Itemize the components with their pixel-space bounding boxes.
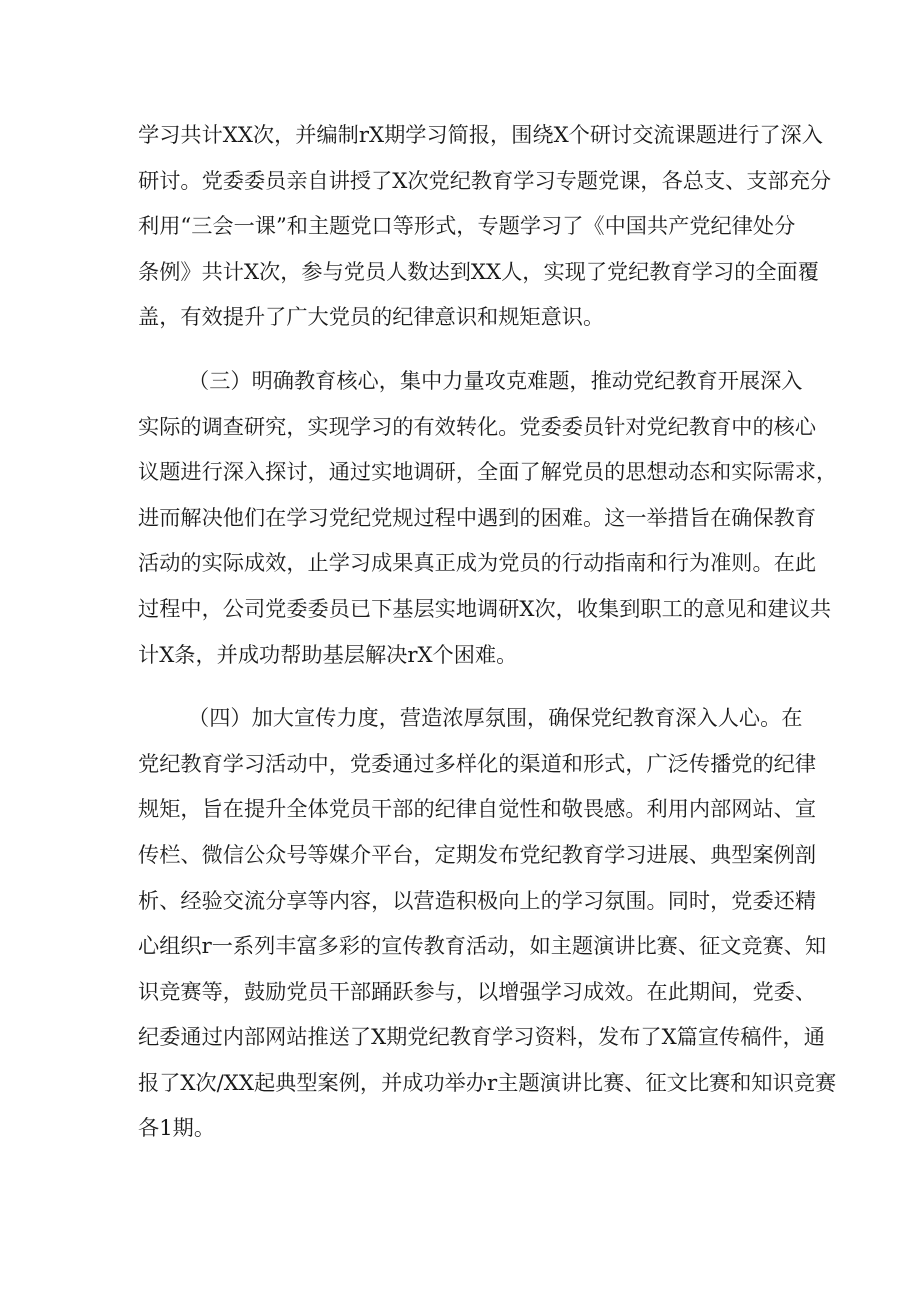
- paragraph-2: [138, 358, 838, 677]
- text-line: 识竞赛等，鼓励党员干部踊跃参与，以增强学习成效。在此期间，党委、: [138, 978, 817, 1004]
- text-line: 计X条，并成功帮助基层解决rX个困难。: [138, 641, 518, 667]
- paragraph-3: [138, 695, 837, 1151]
- text-line: 析、经验交流分享等内容，以营造积极向上的学习氛围。同时，党委还精: [138, 887, 817, 913]
- text-line: 心组织r一系列丰富多彩的宣传教育活动，如主题演讲比赛、征文竞赛、知: [138, 933, 827, 959]
- paragraph-gap: [138, 340, 798, 358]
- text-line: 各1期。: [138, 1115, 216, 1141]
- text-line: 学习共计XX次，并编制rX期学习简报，围绕X个研讨交流课题进行了深入: [138, 122, 823, 147]
- text-line: 活动的实际成效，止学习成果真正成为党员的行动指南和行为准则。在此: [138, 550, 817, 576]
- text-line: （三）明确教育核心，集中力量攻克难题，推动党纪教育开展深入: [188, 367, 803, 393]
- paragraph-1: [138, 112, 832, 340]
- text-line: 研讨。党委委员亲自讲授了X次党纪教育学习专题党课，各总支、支部充分: [138, 167, 832, 193]
- text-line: 传栏、微信公众号等媒介平台，定期发布党纪教育学习进展、典型案例剖: [138, 841, 817, 867]
- paragraph-gap: [138, 677, 798, 695]
- text-line: 纪委通过内部网站推送了X期党纪教育学习资料，发布了X篇宣传稿件，通: [138, 1024, 825, 1050]
- text-line: 进而解决他们在学习党纪党规过程中遇到的困难。这一举措旨在确保教育: [138, 504, 817, 530]
- text-line: 规矩，旨在提升全体党员干部的纪律自觉性和敬畏感。利用内部网站、宣: [138, 796, 817, 822]
- text-line: 盖，有效提升了广大党员的纪律意识和规矩意识。: [138, 304, 605, 330]
- text-line: 条例》共计X次，参与党员人数达到XX人，实现了党纪教育学习的全面覆: [138, 258, 819, 284]
- text-line: 过程中，公司党委委员已下基层实地调研X次，收集到职工的意见和建议共: [138, 595, 832, 621]
- text-line: 报了X次/XX起典型案例，并成功举办r主题演讲比赛、征文比赛和知识竞赛: [138, 1069, 837, 1095]
- text-line: 实际的调查研究，实现学习的有效转化。党委委员针对党纪教育中的核心: [138, 413, 817, 439]
- text-line: 议题进行深入探讨，通过实地调研，全面了解党员的思想动态和实际需求，: [138, 459, 838, 485]
- text-line: 利用“三会一课”和主题党口等形式，专题学习了《中国共产党纪律处分: [138, 213, 796, 239]
- body-text: [138, 112, 838, 1151]
- text-line: （四）加大宣传力度，营造浓厚氛围，确保党纪教育深入人心。在: [188, 705, 803, 731]
- text-line: 党纪教育学习活动中，党委通过多样化的渠道和形式，广泛传播党的纪律: [138, 750, 817, 776]
